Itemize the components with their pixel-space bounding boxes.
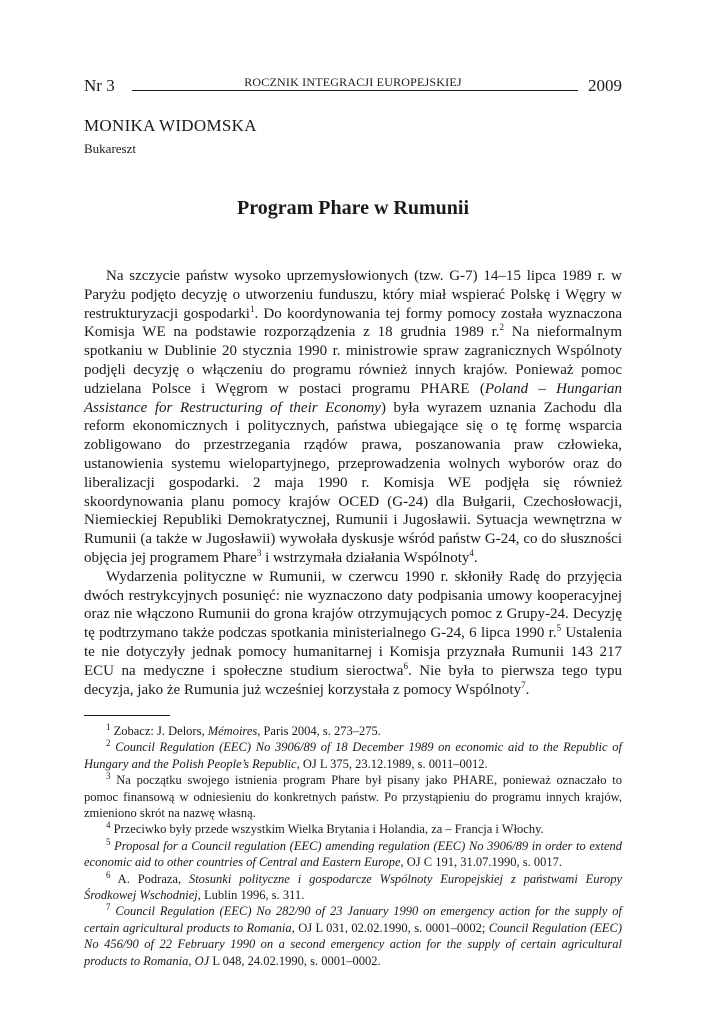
- year: 2009: [588, 76, 622, 95]
- footnotes: [84, 723, 622, 969]
- article-title: Program Phare w Rumunii: [236, 197, 470, 219]
- footnote: $^1$ Zobacz: J. Delors, Mémoires, Paris 2004, s. 273–275.: [106, 721, 381, 738]
- footnote-ref[interactable]: 6: [403, 660, 408, 671]
- author-name: MONIKA WIDOMSKA: [84, 116, 257, 135]
- paragraph: Na szczycie państw wysoko uprzemysłowionych (tzw. G-7) 14–15 lipca 1989 r. w Paryżu podjęto decyzję o utworzeniu funduszu, który miał wspierać Polskę i Węgry w restrukturyzacji gospodarki$^1$. Do koordynowania tej formy pomocy została wyznaczona Komisja WE na podstawie rozporządzenia z 18 grudnia 1989 r.$^2$ Na nieformalnym spotkaniu w Dublinie 20 stycznia 1990 r. ministrowie spraw zagranicznych Wspólnoty podjęli decyzję o włączeniu do programu również innych krajów. Ponieważ pomoc udzielana Polsce i Węgrom w postaci programu PHARE (Poland – Hungarian Assistance for Restructuring of their Economy) była wyrazem uznania Zachodu dla reform ekonomicznych i politycznych, państwa ubiegające się o tę formę wsparcia zobligowano do przestrzegania rządów prawa, poszanowania praw człowieka, ustanowienia systemu wielopartyjnego, przeprowadzenia wolnych wyborów oraz do liberalizacji gospodarki. 2 maja 1990 r. Komisja WE podjęła się również skoordynowania planu pomocy krajów OCED (G-24) dla Bułgarii, Czechosłowacji, Niemieckiej Republiki Demokratycznej, Rumunii i Jugosławii. Sytuacja wewnętrzna w Rumunii (a także w Jugosławii) wywołała dyskusje wśród państw G-24, co do słuszności objęcia jej programem Phare$^3$ i wstrzymała działania Wspólnoty$^4$.: [84, 268, 623, 566]
- footnote-ref[interactable]: 4: [469, 547, 474, 558]
- article-body: [84, 267, 622, 699]
- journal-title: ROCZNIK INTEGRACJI EUROPEJSKIEJ: [244, 75, 462, 89]
- issue-number: Nr 3: [84, 76, 115, 95]
- author-affiliation: Bukareszt: [84, 141, 136, 156]
- footnote-divider: [84, 715, 170, 716]
- footnote: $^5$ Proposal for a Council regulation (EEC) amending regulation (EEC) No 3906/89 in order to extend economic aid to other countries of Central and Eastern Europe, OJ C 191, 31.07.1990, s. 0017.: [84, 836, 622, 870]
- footnote-ref[interactable]: 3: [256, 547, 262, 558]
- footnote-ref[interactable]: 7: [521, 679, 526, 690]
- footnote-ref[interactable]: 1: [249, 303, 255, 314]
- footnote: $^4$ Przeciwko były przede wszystkim Wielka Brytania i Holandia, za – Francja i Włochy.: [106, 820, 544, 837]
- footnote: $^3$ Na początku swojego istnienia program Phare był pisany jako PHARE, ponieważ oznaczało to pomoc finansową w odniesieniu do konkretnych państw. Po przystąpieniu do programu innych krajów, zmieniono skrót na nazwę własną.: [84, 771, 622, 821]
- footnote: $^6$ A. Podraza, Stosunki polityczne i gospodarcze Wspólnoty Europejskiej z państwami Europy Środkowej Wschodniej, Lublin 1996, s. 311.: [84, 869, 622, 903]
- paragraph: Wydarzenia polityczne w Rumunii, w czerwcu 1990 r. skłoniły Radę do przyjęcia dwóch restrykcyjnych posunięć: nie wyznaczono daty podpisania umowy kooperacyjnej oraz nie włączono Rumunii do grona krajów otrzymujących pomoc z Grupy-24. Decyzję tę podtrzymano także podczas spotkania ministerialnego G-24, 6 lipca 1990 r.$^5$ Ustalenia te nie dotyczyły jednak pomocy humanitarnej i Komisja przyznała Rumunii 143 217 ECU na medyczne i społeczne studium sieroctwa$^6$. Nie była to pierwsza tego typu decyzja, jako że Rumunia już wcześniej korzystała z pomocy Wspólnoty$^7$.: [84, 568, 622, 698]
- footnote: $^2$ Council Regulation (EEC) No 3906/89 of 18 December 1989 on economic aid to the Republic of Hungary and the Polish People’s Republic, OJ L 375, 23.12.1989, s. 0011–0012.: [84, 738, 622, 771]
- footnote: $^7$ Council Regulation (EEC) No 282/90 of 23 January 1990 on emergency action for the supply of certain agricultural products to Romania, OJ L 031, 02.02.1990, s. 0001–0002; Council Regulation (EEC) No 456/90 of 22 February 1990 on a second emergency action for the supply of certain agricultural products to Romania, OJ L 048, 24.02.1990, s. 0001–0002.: [84, 902, 622, 968]
- footnote-ref[interactable]: 2: [499, 322, 505, 333]
- footnote-ref[interactable]: 5: [556, 623, 562, 634]
- header-rule: [132, 90, 578, 91]
- running-header: [84, 72, 622, 94]
